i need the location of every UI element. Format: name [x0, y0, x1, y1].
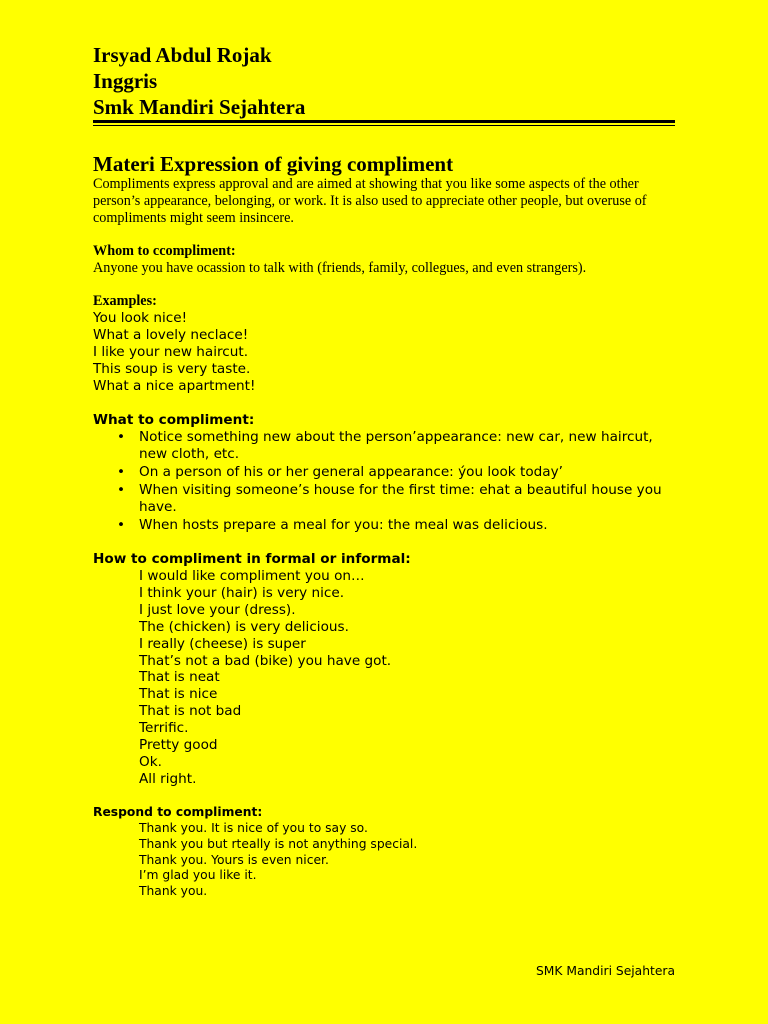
examples-list [93, 310, 255, 395]
document-header [93, 42, 675, 120]
list-item: I just love your (dress). [139, 601, 296, 618]
list-item: I think your (hair) is very nice. [139, 584, 345, 601]
what-heading: What to compliment: [93, 412, 255, 428]
school-name: Smk Mandiri Sejahtera [93, 95, 306, 119]
list-item: Thank you. [139, 884, 208, 899]
page-title: Materi Expression of giving compliment [93, 152, 454, 176]
how-heading: How to compliment in formal or informal: [93, 551, 411, 567]
bullet-icon: • [117, 429, 126, 445]
list-item: Ok. [139, 753, 162, 770]
examples-heading: Examples: [93, 293, 157, 309]
list-item: That is not bad [139, 703, 242, 720]
whom-section [93, 243, 586, 277]
list-item: This soup is very taste. [93, 361, 251, 377]
bullet-icon: • [117, 482, 126, 498]
respond-heading: Respond to compliment: [93, 805, 263, 819]
list-item: You look nice! [93, 310, 188, 326]
list-item: The (chicken) is very delicious. [139, 618, 349, 635]
what-list [93, 429, 675, 535]
whom-heading: Whom to ccompliment: [93, 243, 236, 259]
list-item: What a nice apartment! [93, 378, 256, 394]
list-item: I’m glad you like it. [139, 868, 257, 883]
list-item: • On a person of his or her general appearance: ýou look today’ [117, 464, 563, 480]
how-list [139, 568, 391, 788]
list-item: Thank you. It is nice of you to say so. [139, 821, 368, 835]
list-item: What a lovely neclace! [93, 327, 249, 343]
list-item: Thank you but rteally is not anything special. [139, 836, 418, 851]
subject-name: Inggris [93, 69, 158, 93]
bullet-icon: • [117, 517, 126, 533]
list-item: All right. [139, 770, 197, 787]
header-rule-thin [93, 125, 675, 126]
list-item: I would like compliment you on… [139, 568, 365, 584]
list-item: That’s not a bad (bike) you have got. [139, 652, 392, 669]
list-item: Terrific. [139, 720, 189, 737]
whom-text: Anyone you have ocassion to talk with (friends, family, collegues, and even strangers). [93, 260, 587, 276]
list-item: Thank you. Yours is even nicer. [139, 852, 329, 867]
list-item: Pretty good [139, 737, 218, 754]
respond-list [139, 821, 417, 900]
list-item: That is nice [139, 686, 218, 703]
examples-section [93, 293, 157, 310]
author-name: Irsyad Abdul Rojak [93, 43, 272, 67]
list-item: • When visiting someone’s house for the first time: ehat a beautiful house you have. [117, 482, 662, 515]
bullet-icon: • [117, 464, 126, 480]
list-item: • Notice something new about the person’appearance: new car, new haircut, new cloth, etc. [117, 429, 653, 462]
list-item: • When hosts prepare a meal for you: the meal was delicious. [117, 517, 548, 533]
list-item: That is neat [139, 669, 220, 686]
list-item: I really (cheese) is super [139, 635, 306, 652]
header-rule-thick [93, 120, 675, 123]
list-item: I like your new haircut. [93, 344, 249, 360]
page-footer: SMK Mandiri Sejahtera [535, 964, 675, 978]
intro-paragraph: Compliments express approval and are aimed at showing that you like some aspects of the other person’s appearance, belonging, or work. It is also used to appreciate other people, but overuse of compliments might seem insincere. [93, 176, 647, 226]
